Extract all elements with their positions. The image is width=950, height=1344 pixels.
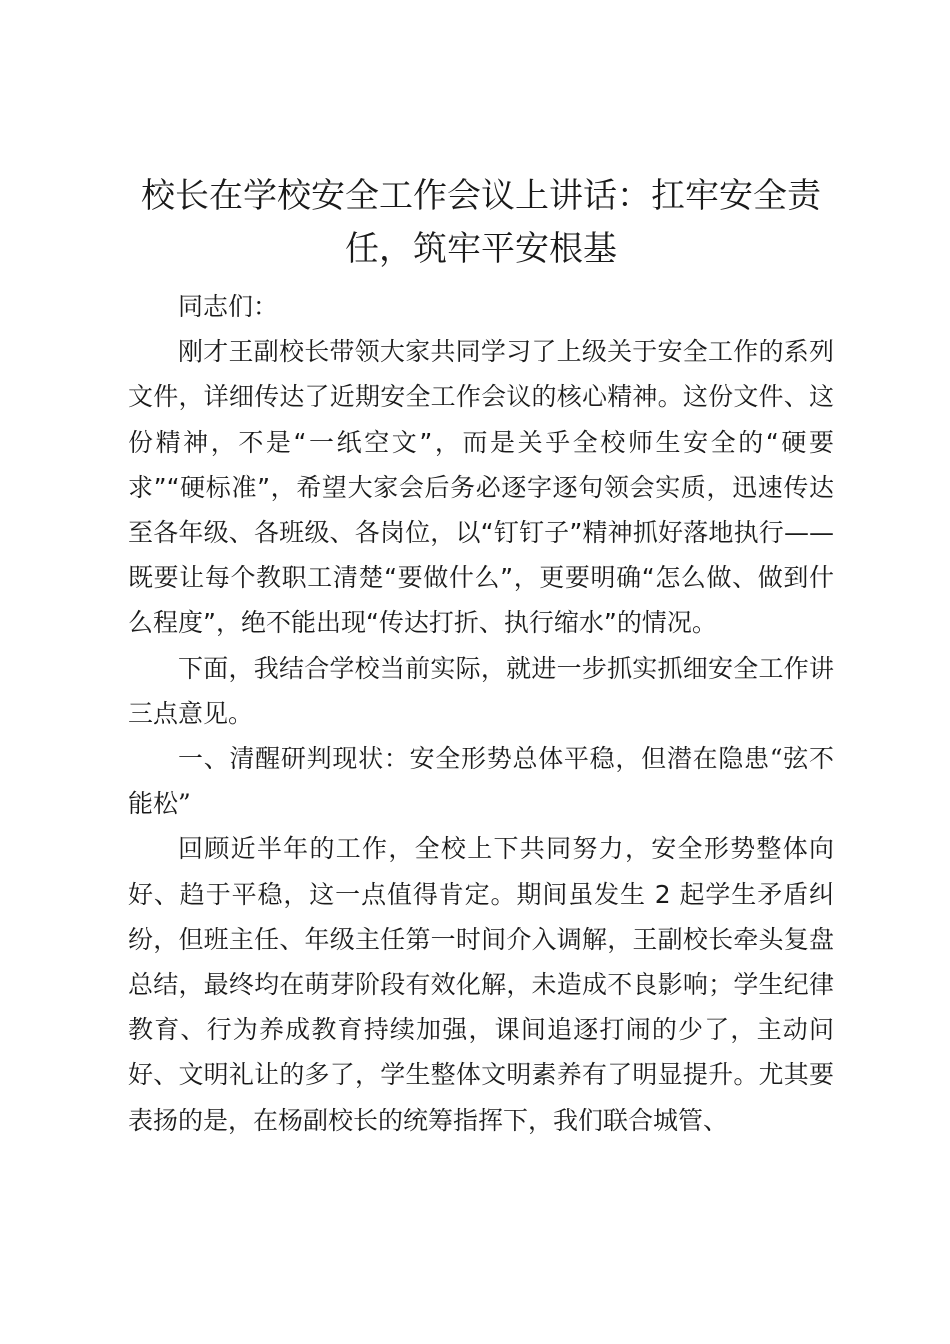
salutation: 同志们： <box>178 292 279 321</box>
document-page <box>128 170 834 1143</box>
document-title: 校长在学校安全工作会议上讲话：扛牢安全责任，筑牢平安根基 <box>141 176 821 269</box>
paragraph-1: 刚才王副校长带领大家共同学习了上级关于安全工作的系列文件，详细传达了近期安全工作会议的核心精神。这份文件、这份精神，不是“一纸空文”，而是关乎全校师生安全的“硬要求”“硬标准”，希望大家会后务必逐字逐句领会实质，迅速传达至各年级、各班级、各岗位，以“钉钉子”精神抓好落地执行——既要让每个教职工清楚“要做什么”，更要明确“怎么做、做到什么程度”，绝不能出现“传达打折、执行缩水”的情况。 <box>128 337 834 638</box>
paragraph-2: 下面，我结合学校当前实际，就进一步抓实抓细安全工作讲三点意见。 <box>128 653 834 728</box>
section-paragraph: 回顾近半年的工作，全校上下共同努力，安全形势整体向好、趋于平稳，这一点值得肯定。期间虽发生 2 起学生矛盾纠纷，但班主任、年级主任第一时间介入调解，王副校长牵头复盘总结，最终均在萌芽阶段有效化解，未造成不良影响；学生纪律教育、行为养成教育持续加强，课间追逐打闹的少了，主动问好、文明礼让的多了，学生整体文明素养有了明显提升。尤其要表扬的是，在杨副校长的统筹指挥下，我们联合城管、 <box>128 834 834 1135</box>
section-heading: 一、清醒研判现状：安全形势总体平稳，但潜在隐患“弦不能松” <box>128 744 834 819</box>
